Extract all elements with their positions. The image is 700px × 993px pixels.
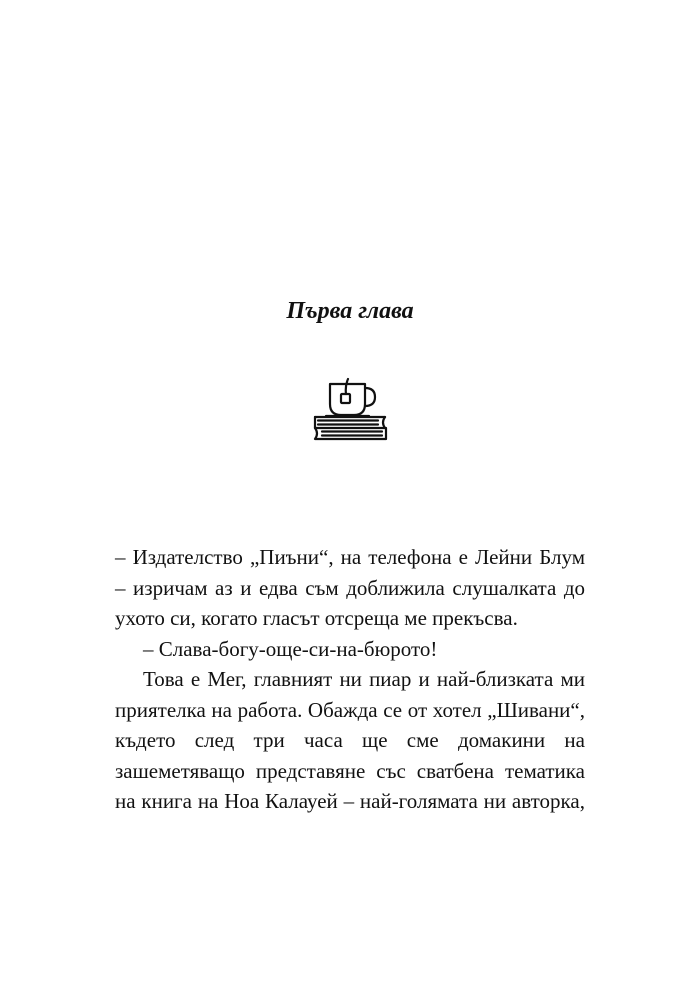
teacup-on-books-icon bbox=[308, 372, 392, 452]
paragraph-3: Това е Мег, главният ни пиар и най-близката ми приятелка на работа. Обажда се от хотел „Шивани“, където след три часа ще сме домакини на зашеметяващо представяне със сватбена тематика на книга на Ноа Калауей – най-голямата ни авторка, bbox=[115, 667, 585, 813]
paragraph-1: – Издателство „Пиъни“, на телефона е Лейни Блум – изричам аз и едва съм доближила слушалката до ухото си, когато гласът отсреща ме прекъсва. bbox=[115, 545, 585, 630]
chapter-title: Първа глава bbox=[286, 298, 414, 324]
paragraph-2: – Слава-богу-още-си-на-бюрото! bbox=[143, 636, 438, 661]
chapter-body bbox=[115, 542, 585, 817]
